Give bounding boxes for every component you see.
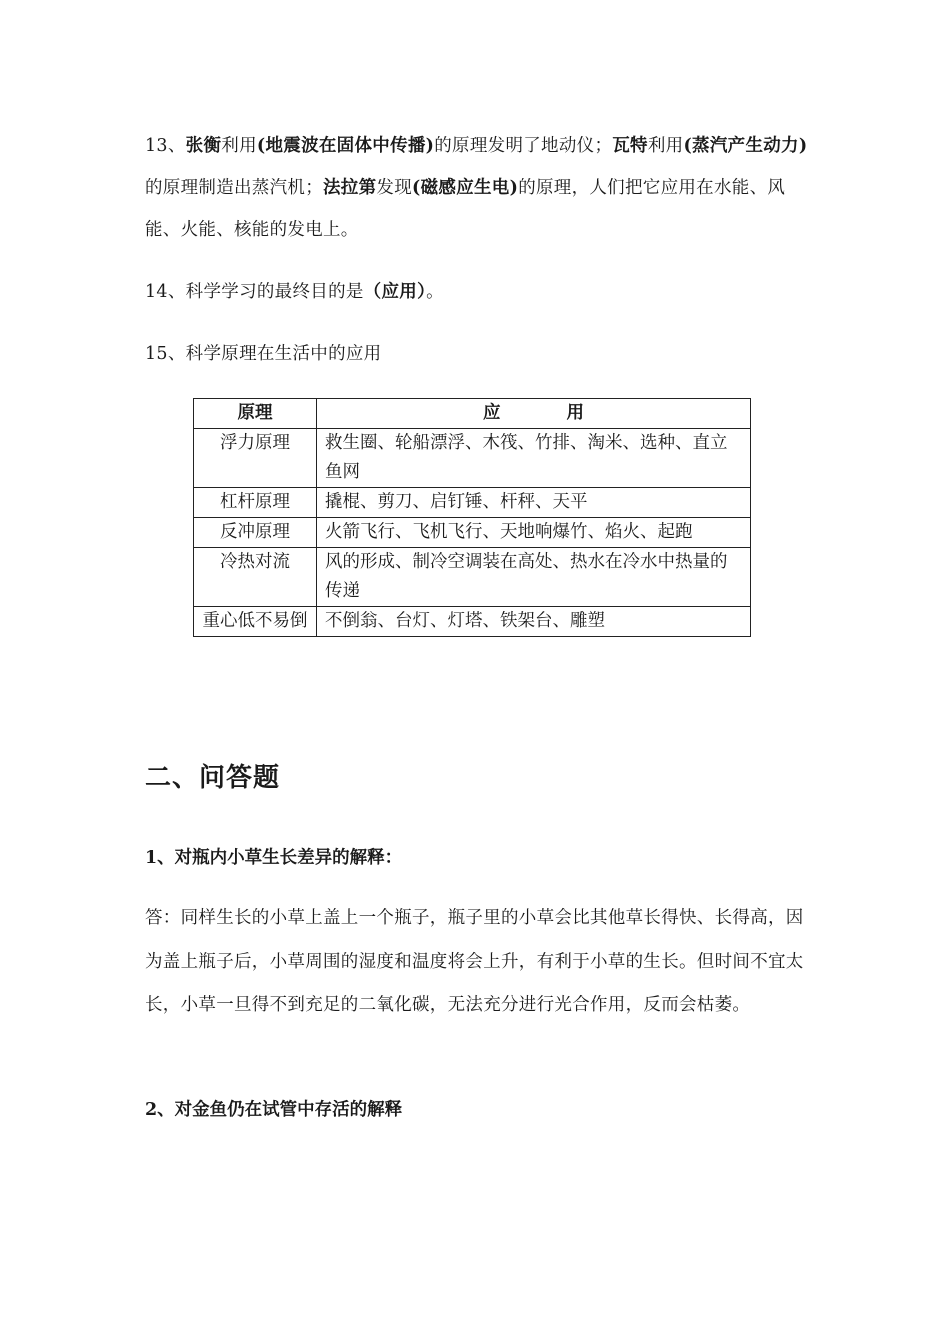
question-2-title: 2、对金鱼仍在试管中存活的解释 [145,1100,403,1120]
item-14-number: 14、 [145,282,186,302]
table-row [194,518,751,548]
item-14-answer: （应用） [363,282,427,302]
item-13-text-3: 利用 [647,136,684,156]
principle-cell: 反冲原理 [194,518,317,548]
section-title: 二、问答题 [145,763,281,793]
table-row [194,429,751,488]
item-13-text-6: 的原理，人们把它应用在水能、风能、火能、核能的发电上。 [145,178,786,240]
item-13-text-2: 的原理发明了地动仪； [434,136,613,156]
faraday: 法拉第 [323,178,377,198]
item-13-text-4: 的原理制造出蒸汽机； [145,178,323,198]
item-15-number: 15、 [145,344,186,364]
application-cell: 火箭飞行、飞机飞行、天地响爆竹、焰火、起跑 [317,518,751,548]
principle-cell: 杠杆原理 [194,488,317,518]
question-1-answer: 答：同样生长的小草上盖上一个瓶子，瓶子里的小草会比其他草长得快、长得高，因为盖上瓶子后，小草周围的湿度和温度将会上升，有利于小草的生长。但时间不宜太长，小草一旦得不到充足的二氧化碳，无法充分进行光合作用，反而会枯萎。 [145,908,804,1015]
item-13 [145,125,810,251]
watt: 瓦特 [612,136,648,156]
item-14-end: 。 [426,282,444,302]
item-14 [145,271,810,313]
application-cell: 撬棍、剪刀、启钉锤、杆秤、天平 [317,488,751,518]
question-1-title: 1、对瓶内小草生长差异的解释： [145,848,403,868]
principle-cell: 重心低不易倒 [194,607,317,637]
seismic-wave-answer: (地震波在固体中传播) [256,136,435,156]
principle-cell: 冷热对流 [194,548,317,607]
application-cell: 救生圈、轮船漂浮、木筏、竹排、淘米、选种、直立鱼网 [317,429,751,488]
item-13-text-5: 发现 [376,178,413,198]
electromagnetic-induction-answer: (磁感应生电) [412,178,519,198]
table-row [194,488,751,518]
table-row [194,548,751,607]
header-principle: 原理 [194,399,317,429]
document-body [145,125,810,375]
table-row [194,607,751,637]
principles-table [193,398,751,637]
item-13-number: 13、 [145,136,186,156]
item-15 [145,333,810,375]
item-15-text: 科学原理在生活中的应用 [185,344,382,364]
principle-cell: 浮力原理 [194,429,317,488]
zhang-heng: 张衡 [185,136,222,156]
header-application: 应 用 [317,399,751,429]
application-cell: 不倒翁、台灯、灯塔、铁架台、雕塑 [317,607,751,637]
table-header-row [194,399,751,429]
application-cell: 风的形成、制冷空调装在高处、热水在冷水中热量的传递 [317,548,751,607]
item-14-text: 科学学习的最终目的是 [185,282,364,302]
item-13-text-1: 利用 [221,136,257,156]
steam-power-answer: (蒸汽产生动力) [683,136,808,156]
